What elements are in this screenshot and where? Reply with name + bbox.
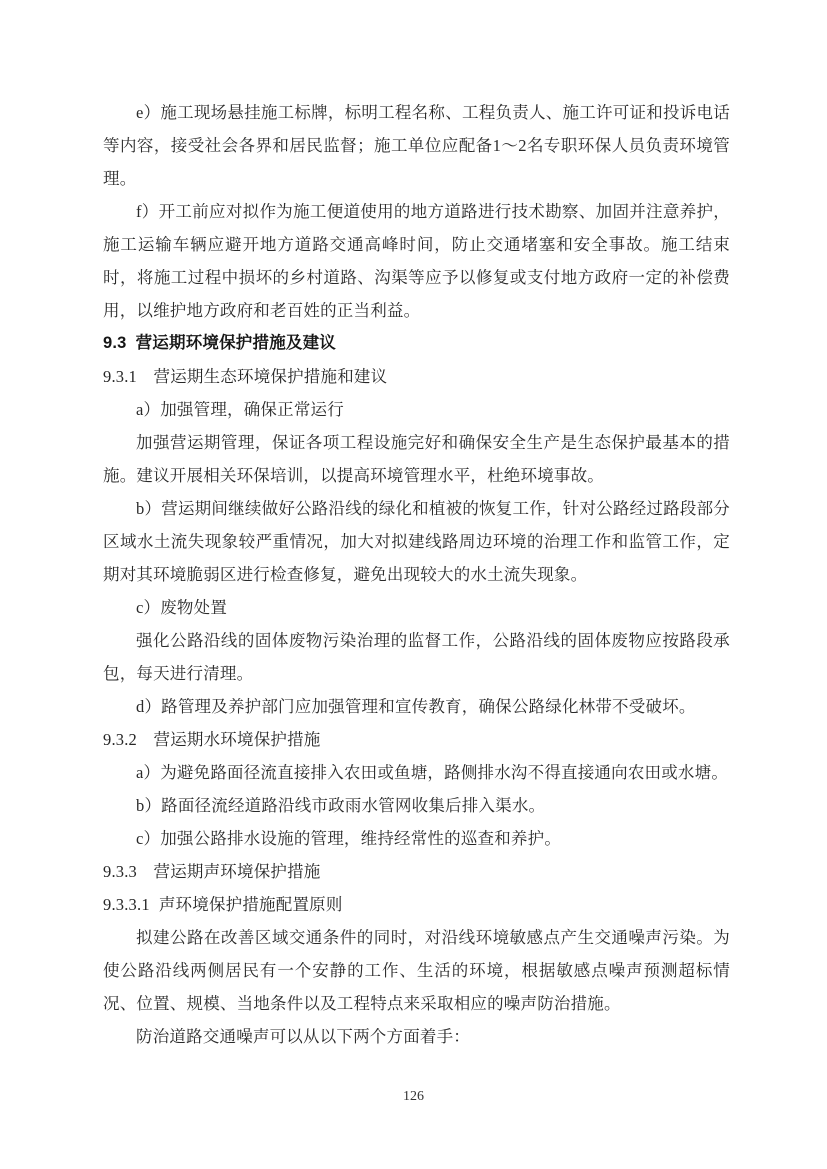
body-paragraph: 强化公路沿线的固体废物污染治理的监督工作，公路沿线的固体废物应按路段承包，每天进行清理。 bbox=[103, 631, 730, 683]
body-paragraph: e）施工现场悬挂施工标牌，标明工程名称、工程负责人、施工许可证和投诉电话等内容，接受社会各界和居民监督；施工单位应配备1～2名专职环保人员负责环境管理。 bbox=[103, 103, 730, 188]
heading-title: 声环境保护措施配置原则 bbox=[158, 895, 343, 914]
body-paragraph: 拟建公路在改善区域交通条件的同时，对沿线环境敏感点产生交通噪声污染。为使公路沿线两侧居民有一个安静的工作、生活的环境，根据敏感点噪声预测超标情况、位置、规模、当地条件以及工程特点来采取相应的噪声防治措施。 bbox=[103, 928, 730, 1013]
body-paragraph: b）营运期间继续做好公路沿线的绿化和植被的恢复工作，针对公路经过路段部分区域水土流失现象较严重情况，加大对拟建线路周边环境的治理工作和监管工作，定期对其环境脆弱区进行检查修复，避免出现较大的水土流失现象。 bbox=[103, 499, 730, 584]
subsection-heading bbox=[103, 855, 730, 888]
body-paragraph: 加强营运期管理，保证各项工程设施完好和确保安全生产是生态保护最基本的措施。建议开展相关环保培训，以提高环境管理水平，杜绝环境事故。 bbox=[103, 433, 730, 485]
content-area bbox=[103, 96, 730, 1053]
body-paragraph: b）路面径流经道路沿线市政雨水管网收集后排入渠水。 bbox=[136, 796, 546, 815]
heading-number: 9.3.3.1 bbox=[103, 895, 150, 914]
subsubsection-heading bbox=[103, 888, 730, 921]
subsection-heading bbox=[103, 723, 730, 756]
section-heading bbox=[103, 327, 730, 360]
page-footer bbox=[0, 1088, 827, 1106]
page-number: 126 bbox=[403, 1089, 424, 1104]
body-paragraph: f）开工前应对拟作为施工便道使用的地方道路进行技术勘察、加固并注意养护，施工运输车辆应避开地方道路交通高峰时间，防止交通堵塞和安全事故。施工结束时，将施工过程中损坏的乡村道路、沟渠等应予以修复或支付地方政府一定的补偿费用，以维护地方政府和老百姓的正当利益。 bbox=[103, 202, 730, 320]
body-paragraph: c）废物处置 bbox=[136, 598, 228, 617]
heading-title: 营运期水环境保护措施 bbox=[153, 730, 321, 749]
body-paragraph: a）为避免路面径流直接排入农田或鱼塘，路侧排水沟不得直接通向农田或水塘。 bbox=[136, 763, 729, 782]
heading-title: 营运期声环境保护措施 bbox=[153, 862, 321, 881]
heading-number: 9.3 bbox=[103, 334, 127, 352]
body-paragraph: d）路管理及养护部门应加强管理和宣传教育，确保公路绿化林带不受破坏。 bbox=[136, 697, 696, 716]
body-paragraph: c）加强公路排水设施的管理，维持经常性的巡查和养护。 bbox=[136, 829, 562, 848]
subsection-heading bbox=[103, 360, 730, 393]
heading-number: 9.3.2 bbox=[103, 730, 137, 749]
heading-number: 9.3.3 bbox=[103, 862, 137, 881]
heading-title: 营运期生态环境保护措施和建议 bbox=[153, 367, 388, 386]
heading-title: 营运期环境保护措施及建议 bbox=[135, 334, 337, 352]
body-paragraph: 防治道路交通噪声可以从以下两个方面着手： bbox=[136, 1027, 470, 1046]
heading-number: 9.3.1 bbox=[103, 367, 137, 386]
body-paragraph: a）加强管理，确保正常运行 bbox=[136, 400, 344, 419]
